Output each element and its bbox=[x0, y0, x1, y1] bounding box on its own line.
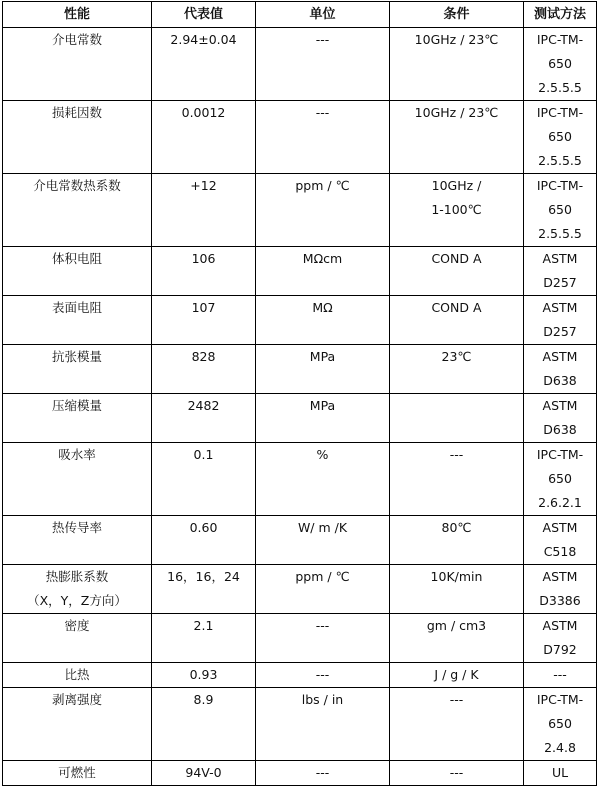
cell-unit bbox=[256, 247, 390, 296]
cell-value bbox=[152, 565, 256, 614]
cell-method-line: 2.5.5.5 bbox=[538, 226, 582, 241]
cell-method-line: ASTM D638 bbox=[542, 398, 578, 437]
table-row bbox=[3, 101, 597, 174]
cell-unit-line: ppm / ℃ bbox=[295, 178, 350, 193]
cell-property-line: 热膨胀系数 bbox=[45, 569, 109, 584]
cell-method-line: UL bbox=[551, 765, 569, 780]
cell-condition bbox=[390, 174, 524, 247]
cell-value bbox=[152, 345, 256, 394]
cell-property bbox=[3, 614, 152, 663]
cell-method-line: ASTM C518 bbox=[542, 520, 578, 559]
table-row bbox=[3, 761, 597, 786]
cell-property-line: 可燃性 bbox=[58, 765, 96, 780]
cell-method-line: 2.5.5.5 bbox=[538, 80, 582, 95]
cell-method bbox=[524, 516, 597, 565]
cell-property bbox=[3, 761, 152, 786]
cell-value-line: 2482 bbox=[187, 398, 220, 413]
cell-property bbox=[3, 345, 152, 394]
cell-property-line: 剥离强度 bbox=[51, 692, 102, 707]
cell-value bbox=[152, 101, 256, 174]
cell-value-line: 0.60 bbox=[189, 520, 218, 535]
cell-value-line: 0.0012 bbox=[181, 105, 226, 120]
table-row bbox=[3, 663, 597, 688]
cell-unit bbox=[256, 565, 390, 614]
cell-property-line: 压缩模量 bbox=[51, 398, 102, 413]
cell-property-line: 体积电阻 bbox=[51, 251, 102, 266]
cell-unit bbox=[256, 614, 390, 663]
cell-property-line: 抗张模量 bbox=[51, 349, 102, 364]
cell-property bbox=[3, 443, 152, 516]
cell-method-line: IPC-TM-650 bbox=[536, 105, 584, 144]
cell-property-line: 介电常数 bbox=[51, 32, 102, 47]
cell-unit-line: MPa bbox=[309, 349, 336, 364]
cell-condition bbox=[390, 688, 524, 761]
cell-condition bbox=[390, 565, 524, 614]
cell-property-line: 热传导率 bbox=[51, 520, 102, 535]
cell-method-line: 2.5.5.5 bbox=[538, 153, 582, 168]
cell-unit-line: --- bbox=[315, 667, 330, 682]
cell-property bbox=[3, 663, 152, 688]
table-body bbox=[3, 28, 597, 786]
cell-condition-line: 80℃ bbox=[441, 520, 472, 535]
cell-value bbox=[152, 688, 256, 761]
cell-condition bbox=[390, 101, 524, 174]
cell-property-line: 表面电阻 bbox=[51, 300, 102, 315]
cell-method bbox=[524, 345, 597, 394]
cell-unit bbox=[256, 688, 390, 761]
cell-unit-line: lbs / in bbox=[301, 692, 344, 707]
cell-condition-line: COND A bbox=[431, 300, 482, 315]
cell-property bbox=[3, 516, 152, 565]
cell-method bbox=[524, 761, 597, 786]
cell-value bbox=[152, 663, 256, 688]
header-row bbox=[3, 2, 597, 28]
cell-unit bbox=[256, 516, 390, 565]
cell-condition-line: --- bbox=[449, 692, 464, 707]
cell-value bbox=[152, 296, 256, 345]
properties-table bbox=[2, 1, 597, 786]
cell-value bbox=[152, 516, 256, 565]
cell-condition bbox=[390, 761, 524, 786]
cell-method bbox=[524, 663, 597, 688]
table-row bbox=[3, 296, 597, 345]
cell-method bbox=[524, 28, 597, 101]
cell-property bbox=[3, 247, 152, 296]
cell-method-line: ASTM D3386 bbox=[539, 569, 581, 608]
cell-value bbox=[152, 247, 256, 296]
cell-value-line: 107 bbox=[191, 300, 216, 315]
cell-condition bbox=[390, 247, 524, 296]
table-row bbox=[3, 688, 597, 761]
cell-condition bbox=[390, 614, 524, 663]
cell-condition bbox=[390, 516, 524, 565]
table-row bbox=[3, 174, 597, 247]
cell-value-line: 0.93 bbox=[189, 667, 218, 682]
cell-value-line: 2.1 bbox=[193, 618, 214, 633]
header-condition: 条件 bbox=[390, 2, 524, 28]
header-unit: 单位 bbox=[256, 2, 390, 28]
cell-unit bbox=[256, 345, 390, 394]
cell-unit bbox=[256, 28, 390, 101]
cell-unit bbox=[256, 761, 390, 786]
cell-property bbox=[3, 565, 152, 614]
table-row bbox=[3, 614, 597, 663]
cell-condition-line: 10GHz / 23℃ bbox=[414, 105, 499, 120]
cell-condition-line: 23℃ bbox=[441, 349, 472, 364]
header-value: 代表值 bbox=[152, 2, 256, 28]
cell-method-line: ASTM D257 bbox=[542, 251, 578, 290]
cell-unit bbox=[256, 394, 390, 443]
cell-unit bbox=[256, 101, 390, 174]
cell-unit-line: MPa bbox=[309, 398, 336, 413]
cell-condition bbox=[390, 28, 524, 101]
cell-unit-line: % bbox=[316, 447, 329, 462]
cell-condition-line: 1-100℃ bbox=[431, 202, 482, 217]
cell-value-line: 2.94±0.04 bbox=[170, 32, 237, 47]
cell-condition bbox=[390, 296, 524, 345]
cell-condition-line: COND A bbox=[431, 251, 482, 266]
cell-condition bbox=[390, 394, 524, 443]
cell-method-line: 2.6.2.1 bbox=[538, 495, 582, 510]
cell-condition bbox=[390, 663, 524, 688]
cell-value bbox=[152, 443, 256, 516]
table-row bbox=[3, 28, 597, 101]
cell-unit bbox=[256, 174, 390, 247]
cell-property-line: 吸水率 bbox=[58, 447, 96, 462]
cell-method bbox=[524, 296, 597, 345]
cell-property bbox=[3, 28, 152, 101]
cell-unit-line: W/ m /K bbox=[297, 520, 348, 535]
cell-unit bbox=[256, 663, 390, 688]
table-row bbox=[3, 247, 597, 296]
cell-property bbox=[3, 296, 152, 345]
cell-unit-line: --- bbox=[315, 765, 330, 780]
cell-value bbox=[152, 761, 256, 786]
cell-value-line: +12 bbox=[190, 178, 217, 193]
cell-method-line: IPC-TM-650 bbox=[536, 32, 584, 71]
cell-unit bbox=[256, 296, 390, 345]
cell-value-line: 16，16，24 bbox=[167, 569, 240, 584]
cell-value-line: 8.9 bbox=[193, 692, 214, 707]
cell-property-line: 介电常数热系数 bbox=[33, 178, 121, 193]
cell-condition bbox=[390, 345, 524, 394]
cell-property bbox=[3, 394, 152, 443]
table-row bbox=[3, 516, 597, 565]
cell-method bbox=[524, 174, 597, 247]
table-row bbox=[3, 394, 597, 443]
cell-method bbox=[524, 394, 597, 443]
cell-method bbox=[524, 565, 597, 614]
cell-method bbox=[524, 688, 597, 761]
cell-method-line: ASTM D638 bbox=[542, 349, 578, 388]
cell-value-line: 828 bbox=[191, 349, 216, 364]
cell-unit-line: ppm / ℃ bbox=[295, 569, 350, 584]
table-row bbox=[3, 565, 597, 614]
cell-method-line: IPC-TM-650 bbox=[536, 692, 584, 731]
cell-unit-line: --- bbox=[315, 618, 330, 633]
cell-method-line: --- bbox=[553, 667, 567, 682]
cell-value-line: 0.1 bbox=[193, 447, 214, 462]
cell-condition bbox=[390, 443, 524, 516]
cell-property-line: 损耗因数 bbox=[51, 105, 102, 120]
cell-condition-line: 10GHz / bbox=[431, 178, 482, 193]
cell-unit-line: MΩcm bbox=[302, 251, 343, 266]
cell-value bbox=[152, 394, 256, 443]
table-row bbox=[3, 345, 597, 394]
cell-method-line: IPC-TM-650 bbox=[536, 178, 584, 217]
cell-property bbox=[3, 688, 152, 761]
cell-value bbox=[152, 28, 256, 101]
cell-method-line: IPC-TM-650 bbox=[536, 447, 584, 486]
cell-value bbox=[152, 174, 256, 247]
cell-method-line: ASTM D792 bbox=[542, 618, 578, 657]
cell-method bbox=[524, 247, 597, 296]
cell-unit bbox=[256, 443, 390, 516]
cell-condition-line: --- bbox=[449, 765, 464, 780]
cell-property-line: 比热 bbox=[64, 667, 90, 682]
cell-condition-line: gm / cm3 bbox=[426, 618, 487, 633]
cell-method-line: 2.4.8 bbox=[544, 740, 576, 755]
cell-condition-line bbox=[394, 394, 519, 418]
cell-property bbox=[3, 174, 152, 247]
header-method: 测试方法 bbox=[524, 2, 597, 28]
cell-method-line: ASTM D257 bbox=[542, 300, 578, 339]
table-row bbox=[3, 443, 597, 516]
cell-value-line: 94V-0 bbox=[185, 765, 222, 780]
cell-property bbox=[3, 101, 152, 174]
cell-condition-line: J / g / K bbox=[434, 667, 479, 682]
cell-condition-line: 10GHz / 23℃ bbox=[414, 32, 499, 47]
header-property: 性能 bbox=[3, 2, 152, 28]
cell-unit-line: --- bbox=[315, 32, 330, 47]
cell-condition-line: --- bbox=[449, 447, 464, 462]
cell-unit-line: MΩ bbox=[312, 300, 333, 315]
cell-condition-line: 10K/min bbox=[430, 569, 483, 584]
cell-property-line: （X，Y，Z方向） bbox=[27, 593, 127, 608]
cell-unit-line: --- bbox=[315, 105, 330, 120]
cell-method bbox=[524, 614, 597, 663]
cell-value-line: 106 bbox=[191, 251, 216, 266]
cell-method bbox=[524, 443, 597, 516]
cell-property-line: 密度 bbox=[64, 618, 90, 633]
cell-method bbox=[524, 101, 597, 174]
cell-value bbox=[152, 614, 256, 663]
